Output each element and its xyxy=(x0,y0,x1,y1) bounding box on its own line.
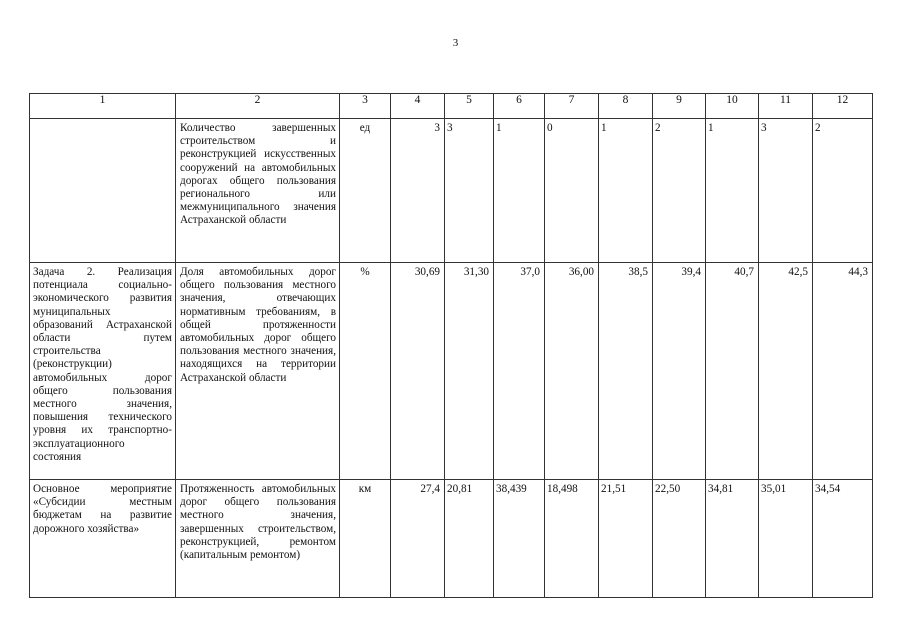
value-cell: 2 xyxy=(813,119,873,263)
task-cell: Основное мероприятие «Субсидии местным бюджетам на развитие дорожного хозяйства» xyxy=(30,480,176,598)
value-cell: 34,81 xyxy=(706,480,759,598)
column-header-row xyxy=(30,94,873,119)
table-row xyxy=(30,480,873,598)
task-cell xyxy=(30,119,176,263)
value-cell: 38,439 xyxy=(494,480,545,598)
value-cell: 36,00 xyxy=(545,263,599,480)
value-cell: 37,0 xyxy=(494,263,545,480)
task-cell: Задача 2. Реализация потенциала социально-экономического развития муниципальных образований Астраханской области путем строительства (реконструкции) автомобильных дорог общего пользования местного значения, повышения технического уровня их транспортно-эксплуатационного состояния xyxy=(30,263,176,480)
value-cell: 3 xyxy=(759,119,813,263)
value-cell: 31,30 xyxy=(445,263,494,480)
value-cell: 21,51 xyxy=(599,480,653,598)
column-header: 1 xyxy=(30,94,176,119)
value-cell: 30,69 xyxy=(391,263,445,480)
column-header: 9 xyxy=(653,94,706,119)
value-cell: 22,50 xyxy=(653,480,706,598)
unit-cell: км xyxy=(340,480,391,598)
value-cell: 3 xyxy=(391,119,445,263)
column-header: 6 xyxy=(494,94,545,119)
indicator-cell: Протяженность автомобильных дорог общего пользования местного значения, завершенных строительством, реконструкцией, ремонтом (капитальным ремонтом) xyxy=(176,480,340,598)
value-cell: 1 xyxy=(494,119,545,263)
value-cell: 3 xyxy=(445,119,494,263)
value-cell: 1 xyxy=(706,119,759,263)
value-cell: 38,5 xyxy=(599,263,653,480)
value-cell: 2 xyxy=(653,119,706,263)
value-cell: 20,81 xyxy=(445,480,494,598)
value-cell: 35,01 xyxy=(759,480,813,598)
value-cell: 27,4 xyxy=(391,480,445,598)
table-row xyxy=(30,263,873,480)
unit-cell: % xyxy=(340,263,391,480)
column-header: 3 xyxy=(340,94,391,119)
unit-cell: ед xyxy=(340,119,391,263)
indicator-cell: Количество завершенных строительством и реконструкцией искусственных сооружений на автомобильных дорогах общего пользования регионального или межмуниципального значения Астраханской области xyxy=(176,119,340,263)
column-header: 4 xyxy=(391,94,445,119)
page-number: 3 xyxy=(452,37,459,49)
value-cell: 42,5 xyxy=(759,263,813,480)
column-header: 12 xyxy=(813,94,873,119)
value-cell: 39,4 xyxy=(653,263,706,480)
column-header: 11 xyxy=(759,94,813,119)
value-cell: 40,7 xyxy=(706,263,759,480)
value-cell: 34,54 xyxy=(813,480,873,598)
indicator-cell: Доля автомобильных дорог общего пользования местного значения, отвечающих нормативным требованиям, в общей протяженности автомобильных дорог общего пользования местного значения, находящихся на территории Астраханской области xyxy=(176,263,340,480)
table-row xyxy=(30,119,873,263)
column-header: 7 xyxy=(545,94,599,119)
column-header: 2 xyxy=(176,94,340,119)
value-cell: 44,3 xyxy=(813,263,873,480)
value-cell: 1 xyxy=(599,119,653,263)
column-header: 5 xyxy=(445,94,494,119)
value-cell: 18,498 xyxy=(545,480,599,598)
value-cell: 0 xyxy=(545,119,599,263)
indicators-table xyxy=(29,93,873,598)
column-header: 8 xyxy=(599,94,653,119)
column-header: 10 xyxy=(706,94,759,119)
